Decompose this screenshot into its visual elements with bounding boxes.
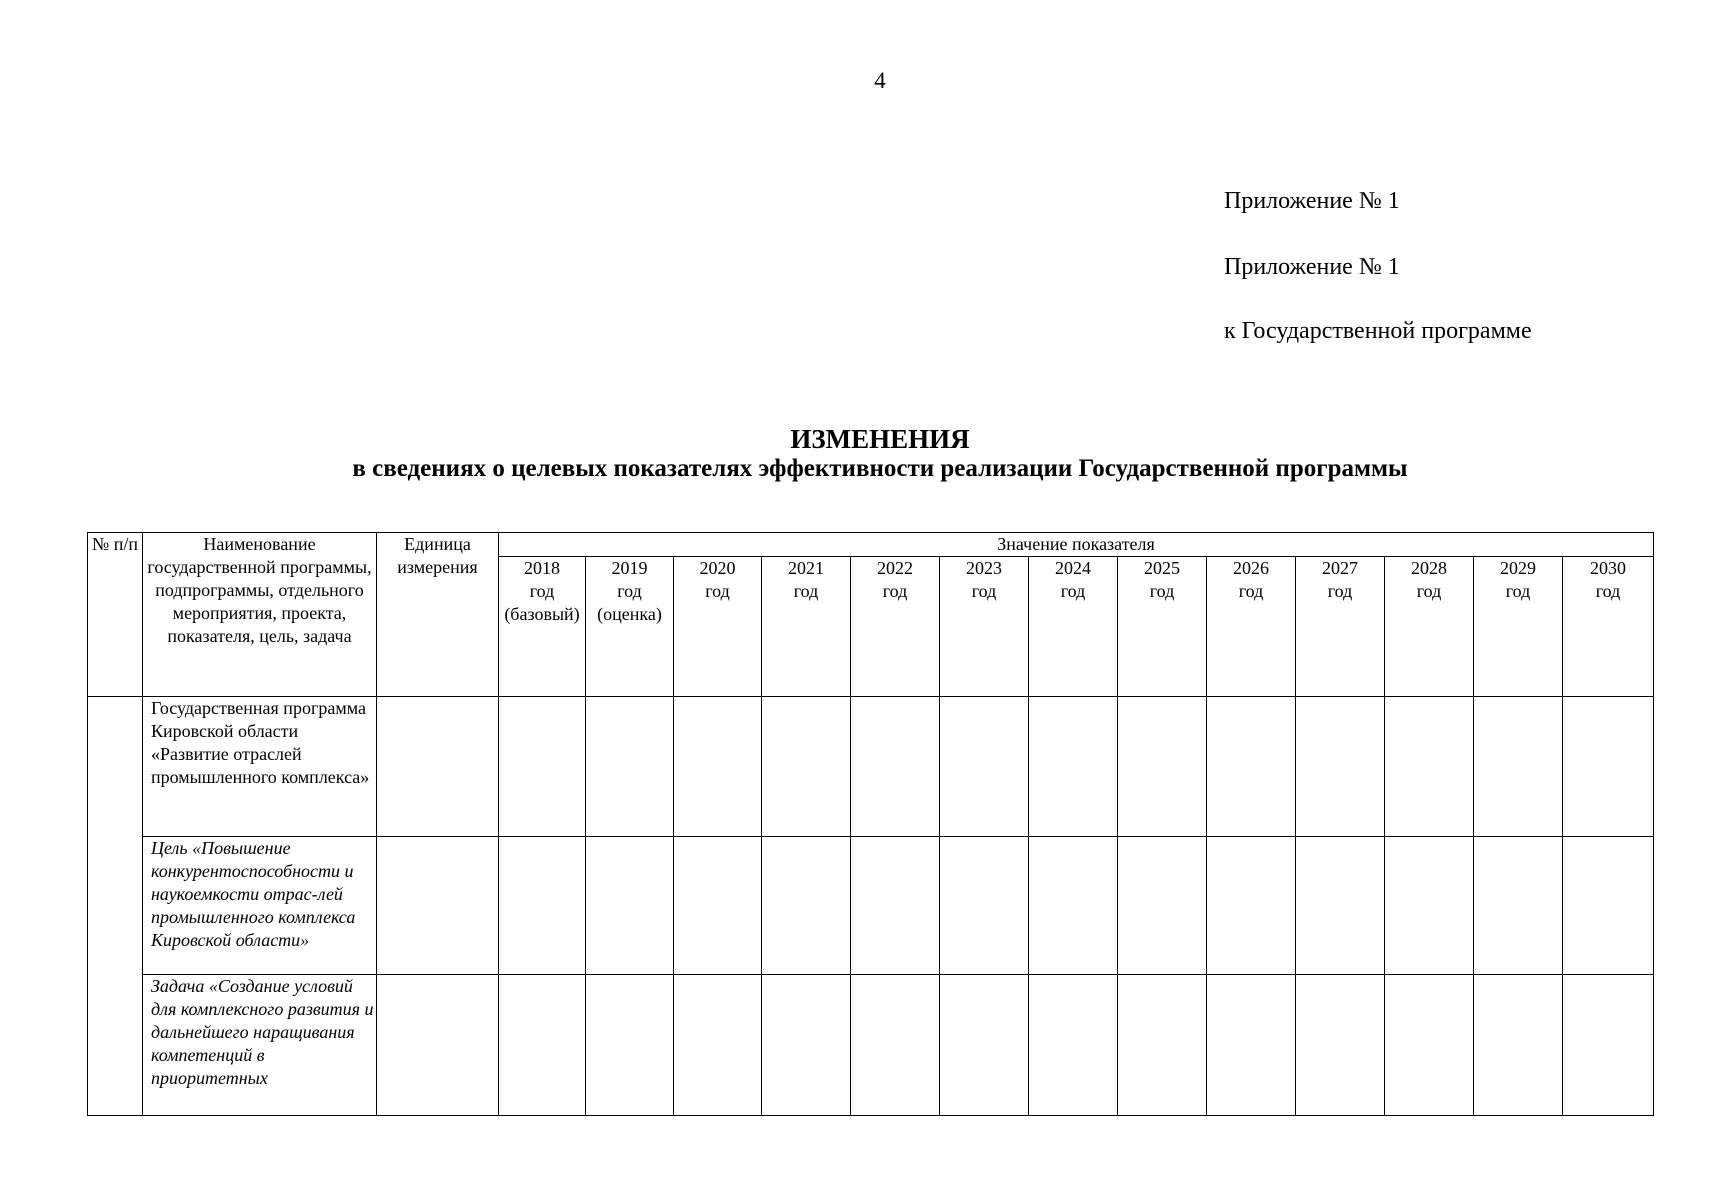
- header-year-label: год: [1595, 581, 1621, 601]
- header-name: Наименование государственной программы, подпрограммы, отдельного мероприятия, проекта, показателя, цель, задача: [143, 533, 377, 697]
- header-year-year: 2025: [1144, 558, 1180, 578]
- page-number: 4: [874, 68, 886, 93]
- document-title: ИЗМЕНЕНИЯ: [790, 424, 970, 454]
- appendix-line-2: Приложение № 1: [1224, 254, 1400, 280]
- row-value-cell-2022: [851, 975, 940, 1116]
- header-year-2018: [499, 557, 586, 697]
- row-value-cell-2029: [1474, 975, 1563, 1116]
- header-year-label: год: [793, 581, 819, 601]
- row-value-cell-2022: [851, 837, 940, 975]
- row-unit-cell: [377, 697, 499, 837]
- row-value-cell-2021: [762, 697, 851, 837]
- header-year-2022: [851, 557, 940, 697]
- header-year-year: 2027: [1322, 558, 1358, 578]
- header-year-year: 2022: [877, 558, 913, 578]
- row-value-cell-2025: [1118, 975, 1207, 1116]
- header-year-label: год: [617, 581, 642, 601]
- header-year-2026: [1207, 557, 1296, 697]
- row-value-cell-2025: [1118, 837, 1207, 975]
- row-value-cell-2021: [762, 975, 851, 1116]
- header-year-2029: [1474, 557, 1563, 697]
- row-value-cell-2027: [1296, 837, 1385, 975]
- row-value-cell-2030: [1563, 837, 1654, 975]
- row-value-cell-2030: [1563, 975, 1654, 1116]
- appendix-line-3: к Государственной программе: [1224, 318, 1532, 344]
- table-row: [88, 837, 1654, 975]
- row-name-cell: Государственная программа Кировской области «Развитие отраслей промышленного комплекса»: [143, 697, 377, 837]
- header-year-2024: [1029, 557, 1118, 697]
- row-name-cell: Цель «Повышение конкурентоспособности и наукоемкости отрас-лей промышленного комплекса Кировской области»: [143, 837, 377, 975]
- header-year-label: год: [705, 581, 730, 601]
- header-year-2028: [1385, 557, 1474, 697]
- header-year-year: 2026: [1233, 558, 1269, 578]
- row-value-cell-2025: [1118, 697, 1207, 837]
- header-year-2019: [586, 557, 674, 697]
- header-year-label: год: [1238, 581, 1264, 601]
- row-number-cell: [88, 697, 143, 1116]
- row-value-cell-2027: [1296, 975, 1385, 1116]
- header-year-year: 2020: [699, 558, 736, 578]
- header-year-label: год: [1327, 581, 1353, 601]
- indicators-table: [87, 532, 1654, 1116]
- row-value-cell-2018: [499, 975, 586, 1116]
- row-value-cell-2028: [1385, 697, 1474, 837]
- row-value-cell-2028: [1385, 975, 1474, 1116]
- row-value-cell-2021: [762, 837, 851, 975]
- header-year-label: год: [1505, 581, 1531, 601]
- row-value-cell-2028: [1385, 837, 1474, 975]
- table-row: [88, 697, 1654, 837]
- header-indicator-value: Значение показателя: [499, 533, 1654, 557]
- row-value-cell-2018: [499, 837, 586, 975]
- header-unit: Единица измерения: [377, 533, 499, 697]
- row-value-cell-2020: [674, 697, 762, 837]
- row-value-cell-2026: [1207, 697, 1296, 837]
- header-year-label: год: [882, 581, 908, 601]
- header-year-year: 2029: [1500, 558, 1536, 578]
- header-year-note: (базовый): [504, 604, 580, 624]
- header-year-year: 2028: [1411, 558, 1447, 578]
- row-value-cell-2030: [1563, 697, 1654, 837]
- header-year-year: 2023: [966, 558, 1002, 578]
- header-year-year: 2018: [524, 558, 560, 578]
- row-value-cell-2018: [499, 697, 586, 837]
- row-value-cell-2019: [586, 975, 674, 1116]
- document-subtitle: в сведениях о целевых показателях эффективности реализации Государственной программы: [352, 455, 1408, 482]
- row-value-cell-2029: [1474, 837, 1563, 975]
- row-value-cell-2024: [1029, 837, 1118, 975]
- row-value-cell-2029: [1474, 697, 1563, 837]
- header-year-label: год: [971, 581, 997, 601]
- row-unit-cell: [377, 975, 499, 1116]
- header-year-label: год: [1149, 581, 1175, 601]
- row-value-cell-2020: [674, 837, 762, 975]
- row-unit-cell: [377, 837, 499, 975]
- row-value-cell-2023: [940, 837, 1029, 975]
- row-value-cell-2020: [674, 975, 762, 1116]
- row-value-cell-2027: [1296, 697, 1385, 837]
- appendix-line-1: Приложение № 1: [1224, 188, 1400, 214]
- row-value-cell-2024: [1029, 697, 1118, 837]
- row-value-cell-2019: [586, 837, 674, 975]
- header-year-2025: [1118, 557, 1207, 697]
- header-year-year: 2019: [611, 558, 648, 578]
- header-year-year: 2030: [1590, 558, 1627, 578]
- header-year-2027: [1296, 557, 1385, 697]
- row-value-cell-2023: [940, 697, 1029, 837]
- table-row: [88, 975, 1654, 1116]
- row-name-cell: Задача «Создание условий для комплексного развития и дальнейшего наращивания компетенций в приоритетных: [143, 975, 377, 1116]
- header-year-2021: [762, 557, 851, 697]
- header-year-2023: [940, 557, 1029, 697]
- header-year-note: (оценка): [597, 604, 662, 624]
- header-year-label: год: [529, 581, 555, 601]
- row-value-cell-2023: [940, 975, 1029, 1116]
- header-year-year: 2021: [788, 558, 824, 578]
- header-year-2030: [1563, 557, 1654, 697]
- header-year-2020: [674, 557, 762, 697]
- header-year-year: 2024: [1055, 558, 1091, 578]
- header-year-label: год: [1060, 581, 1086, 601]
- header-year-label: год: [1416, 581, 1442, 601]
- row-value-cell-2019: [586, 697, 674, 837]
- row-value-cell-2022: [851, 697, 940, 837]
- row-value-cell-2024: [1029, 975, 1118, 1116]
- row-value-cell-2026: [1207, 975, 1296, 1116]
- row-value-cell-2026: [1207, 837, 1296, 975]
- header-number: № п/п: [88, 533, 143, 697]
